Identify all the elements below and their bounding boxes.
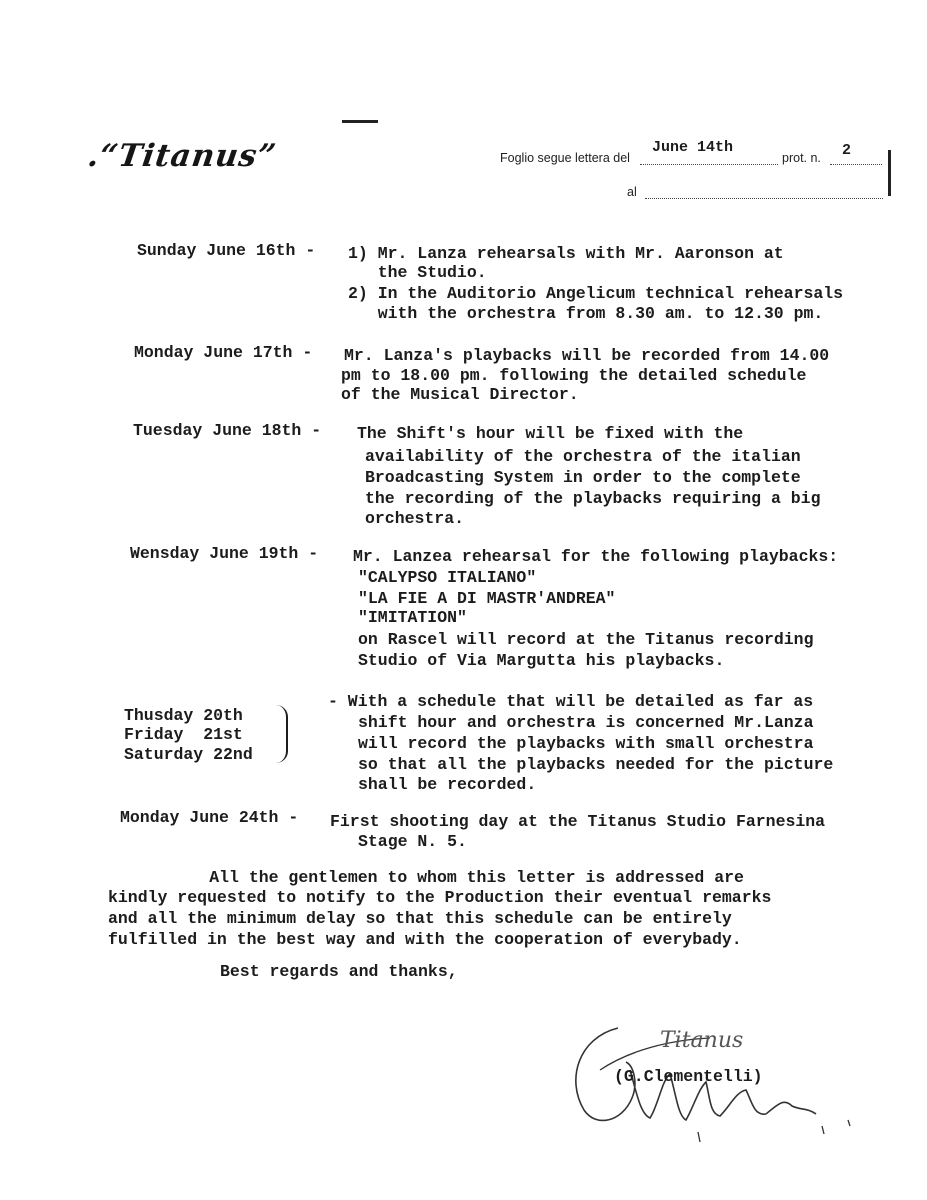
brace-mark — [276, 705, 288, 763]
schedule-line: "LA FIE A DI MASTR'ANDREA" — [358, 589, 616, 608]
schedule-line: of the Musical Director. — [341, 385, 579, 404]
schedule-line: pm to 18.00 pm. following the detailed schedule — [341, 366, 807, 385]
schedule-line: will record the playbacks with small orchestra — [358, 734, 814, 753]
schedule-line: Stage N. 5. — [358, 832, 467, 851]
schedule-line: shift hour and orchestra is concerned Mr.Lanza — [358, 713, 814, 732]
closing-line: and all the minimum delay so that this schedule can be entirely — [108, 909, 732, 928]
prot-value: 2 — [842, 142, 852, 159]
schedule-line: the recording of the playbacks requiring a big — [365, 489, 821, 508]
schedule-line: the Studio. — [348, 263, 487, 282]
margin-bar — [888, 150, 891, 196]
schedule-line: 1) Mr. Lanza rehearsals with Mr. Aaronson at — [348, 244, 784, 263]
schedule-line: "CALYPSO ITALIANO" — [358, 568, 537, 587]
regards-line: Best regards and thanks, — [220, 962, 458, 981]
date-dotted-line — [640, 164, 778, 165]
schedule-day: Monday June 24th - — [120, 808, 299, 827]
schedule-day: Friday 21st — [124, 725, 243, 744]
closing-line: kindly requested to notify to the Production their eventual remarks — [108, 888, 772, 907]
schedule-line: 2) In the Auditorio Angelicum technical rehearsals — [348, 284, 844, 303]
date-value: June 14th — [652, 139, 734, 156]
schedule-line: shall be recorded. — [358, 775, 537, 794]
closing-line: All the gentlemen to whom this letter is addressed are — [130, 868, 744, 887]
schedule-line: orchestra. — [365, 509, 465, 528]
schedule-line: "IMITATION" — [358, 608, 467, 627]
schedule-day: Sunday June 16th - — [137, 241, 316, 260]
foglio-label: Foglio segue lettera del — [500, 151, 630, 165]
schedule-line: Mr. Lanza's playbacks will be recorded from 14.00 — [344, 346, 830, 365]
top-dash-mark — [342, 120, 378, 123]
prot-label: prot. n. — [782, 151, 821, 165]
schedule-line: Broadcasting System in order to the complete — [365, 468, 801, 487]
schedule-line: availability of the orchestra of the italian — [365, 447, 801, 466]
schedule-line: Mr. Lanzea rehearsal for the following playbacks: — [353, 547, 839, 566]
schedule-day: Saturday 22nd — [124, 745, 253, 764]
schedule-day: Monday June 17th - — [134, 343, 313, 362]
al-dotted-line — [645, 198, 883, 199]
schedule-line: on Rascel will record at the Titanus recording — [358, 630, 814, 649]
schedule-line: Studio of Via Margutta his playbacks. — [358, 651, 725, 670]
company-stamp: Titanus — [660, 1028, 744, 1053]
signatory-name: (G.Clementelli) — [614, 1067, 763, 1086]
schedule-line: with the orchestra from 8.30 am. to 12.30 pm. — [348, 304, 824, 323]
prot-dotted-line — [830, 164, 882, 165]
schedule-line: - With a schedule that will be detailed as far as — [328, 692, 814, 711]
closing-line: fulfilled in the best way and with the cooperation of everybady. — [108, 930, 742, 949]
al-label: al — [627, 185, 637, 199]
schedule-line: The Shift's hour will be fixed with the — [357, 424, 744, 443]
schedule-day: Tuesday June 18th - — [133, 421, 322, 440]
titanus-logo: .“Titanus” — [85, 138, 279, 174]
schedule-line: so that all the playbacks needed for the picture — [358, 755, 834, 774]
schedule-day: Wensday June 19th - — [130, 544, 319, 563]
schedule-day: Thusday 20th — [124, 706, 243, 725]
schedule-line: First shooting day at the Titanus Studio Farnesina — [330, 812, 826, 831]
